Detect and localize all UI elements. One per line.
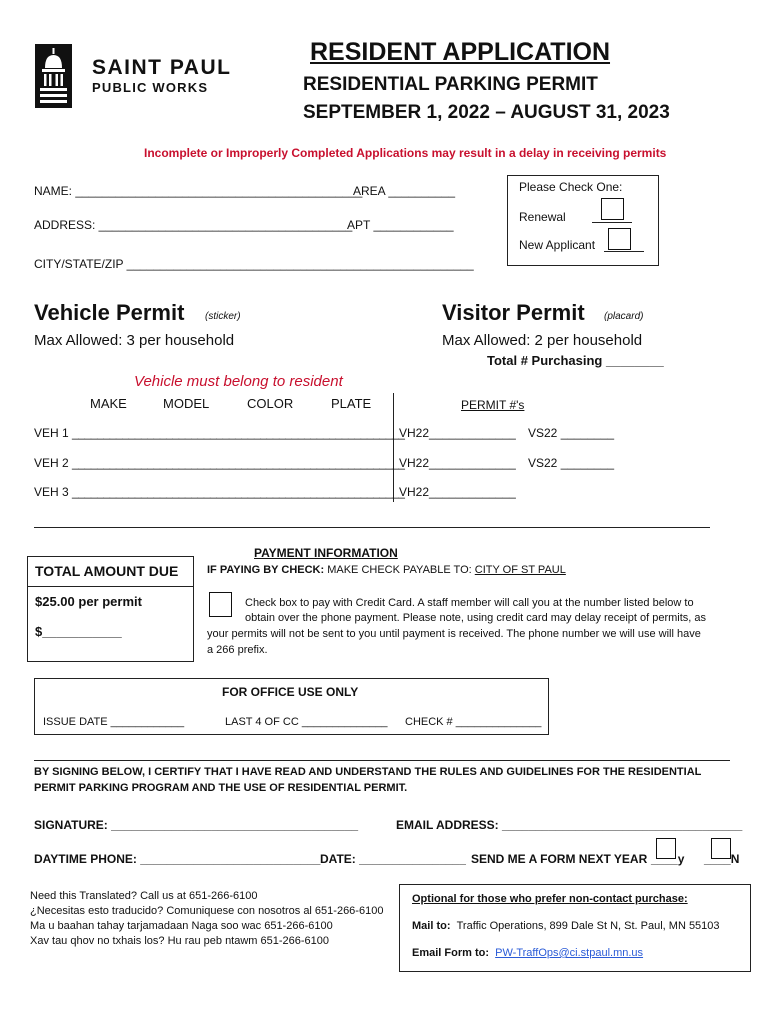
renewal-label: Renewal [519, 210, 566, 224]
vehicle-permit-note: (sticker) [205, 311, 241, 322]
warning-text: Incomplete or Improperly Completed Applications may result in a delay in receiving permits [144, 146, 667, 160]
mail-to-label: Mail to: [412, 920, 451, 932]
logo-text-public-works: PUBLIC WORKS [92, 80, 209, 95]
new-applicant-underline [604, 251, 644, 252]
vehicle-row-1-input[interactable]: _____________________________________________________ [72, 426, 405, 440]
permit-period: SEPTEMBER 1, 2022 – AUGUST 31, 2023 [303, 102, 670, 123]
saint-paul-logo-mark [35, 44, 72, 108]
check-one-heading: Please Check One: [519, 180, 623, 194]
col-color: COLOR [247, 396, 294, 411]
vehicle-ownership-note: Vehicle must belong to resident [134, 373, 343, 390]
price-per-permit: $25.00 per permit [35, 594, 142, 609]
visitor-permit-1[interactable]: VS22 ________ [528, 426, 615, 440]
amount-due-input[interactable]: $___________ [35, 624, 122, 639]
name-field[interactable]: NAME: ___________________________________________ [34, 184, 363, 198]
amount-due-divider [27, 586, 194, 587]
vehicle-row-2-input[interactable]: _____________________________________________________ [72, 456, 405, 470]
col-plate: PLATE [331, 396, 372, 411]
visitor-permit-title: Visitor Permit [442, 300, 585, 325]
signature-field[interactable]: SIGNATURE: _____________________________________ [34, 818, 359, 832]
translation-spanish: ¿Necesitas esto traducido? Comuniquese con nosotros al 651-266-6100 [30, 905, 384, 917]
send-form-no-label: ____N [704, 852, 740, 866]
new-applicant-checkbox[interactable] [608, 228, 631, 250]
certify-text-2: PERMIT PARKING PROGRAM AND THE USE OF RESIDENTIAL PERMIT. [34, 782, 408, 794]
col-model: MODEL [163, 396, 210, 411]
visitor-permit-2[interactable]: VS22 ________ [528, 456, 615, 470]
vehicle-row-3-permit[interactable]: VH22_____________ [399, 485, 516, 499]
vehicle-row-1-label: VEH 1 [34, 426, 69, 440]
credit-card-checkbox[interactable] [209, 592, 232, 617]
contactless-heading: Optional for those who prefer non-contact purchase: [412, 893, 688, 905]
translation-hmong: Xav tau qhov no txhais los? Hu rau peb ntawm 651-266-6100 [30, 935, 330, 947]
send-form-next-year-label: SEND ME A FORM NEXT YEAR [471, 852, 648, 866]
email-form-label: Email Form to: [412, 947, 490, 959]
date-field[interactable]: DATE: ________________ [320, 852, 466, 866]
visitor-max-allowed: Max Allowed: 2 per household [442, 332, 643, 349]
total-amount-due-label: TOTAL AMOUNT DUE [35, 563, 179, 579]
renewal-checkbox[interactable] [601, 198, 624, 220]
renewal-underline [592, 222, 632, 223]
area-field[interactable]: AREA __________ [353, 184, 456, 198]
office-use-heading: FOR OFFICE USE ONLY [222, 685, 359, 699]
address-field[interactable]: ADDRESS: ______________________________________ [34, 218, 353, 232]
vehicle-row-3-label: VEH 3 [34, 485, 69, 499]
check-payment-label: IF PAYING BY CHECK: [207, 564, 325, 576]
section-divider [34, 527, 710, 528]
visitor-permit-note: (placard) [604, 311, 644, 322]
send-form-yes-label: ____y [651, 852, 685, 866]
check-payee: CITY OF ST PAUL [474, 564, 566, 576]
apt-field[interactable]: APT ____________ [347, 218, 454, 232]
logo-text-saint-paul: SAINT PAUL [92, 56, 232, 79]
page-title: RESIDENT APPLICATION [310, 38, 611, 66]
capitol-dome-icon [35, 44, 72, 108]
email-form-link[interactable]: PW-TraffOps@ci.stpaul.mn.us [495, 947, 644, 959]
vehicle-max-allowed: Max Allowed: 3 per household [34, 332, 235, 349]
daytime-phone-field[interactable]: DAYTIME PHONE: ___________________________ [34, 852, 321, 866]
certify-text-1: BY SIGNING BELOW, I CERTIFY THAT I HAVE READ AND UNDERSTAND THE RULES AND GUIDELINES FOR THE RESIDENTIAL [34, 766, 702, 778]
credit-card-text-2: obtain over the phone payment. Please note, using credit card may delay receipt of permits, as [245, 612, 707, 624]
vehicle-row-1-permit[interactable]: VH22_____________ [399, 426, 516, 440]
col-make: MAKE [90, 396, 127, 411]
credit-card-text-3: your permits will not be sent to you until payment is received. The phone number we will use will have [207, 628, 701, 640]
issue-date-field[interactable]: ISSUE DATE ____________ [43, 716, 185, 728]
check-number-field[interactable]: CHECK # ______________ [405, 716, 542, 728]
mail-to-address: Traffic Operations, 899 Dale St N, St. Paul, MN 55103 [456, 920, 720, 932]
payment-heading: PAYMENT INFORMATION [254, 546, 398, 560]
certify-divider [34, 760, 730, 761]
vehicle-row-3-input[interactable]: _____________________________________________________ [72, 485, 405, 499]
translation-somali: Ma u baahan tahay tarjamadaan Naga soo wac 651-266-6100 [30, 920, 333, 932]
check-payment-text: MAKE CHECK PAYABLE TO: [327, 564, 472, 576]
vehicle-row-2-label: VEH 2 [34, 456, 69, 470]
new-applicant-label: New Applicant [519, 238, 596, 252]
vehicle-row-2-permit[interactable]: VH22_____________ [399, 456, 516, 470]
page-subtitle: RESIDENTIAL PARKING PERMIT [303, 74, 598, 95]
email-address-field[interactable]: EMAIL ADDRESS: ____________________________________ [396, 818, 743, 832]
credit-card-text-1: Check box to pay with Credit Card. A staff member will call you at the number listed below to [245, 597, 694, 609]
city-state-zip-field[interactable]: CITY/STATE/ZIP ____________________________________________________ [34, 257, 474, 271]
credit-card-text-4: a 266 prefix. [207, 644, 268, 656]
last-four-cc-field[interactable]: LAST 4 OF CC ______________ [225, 716, 388, 728]
visitor-total-purchasing[interactable]: Total # Purchasing ________ [487, 353, 664, 368]
vehicle-permit-title: Vehicle Permit [34, 300, 185, 325]
translation-english: Need this Translated? Call us at 651-266-6100 [30, 890, 258, 902]
col-permit-numbers: PERMIT #'s [461, 398, 525, 412]
